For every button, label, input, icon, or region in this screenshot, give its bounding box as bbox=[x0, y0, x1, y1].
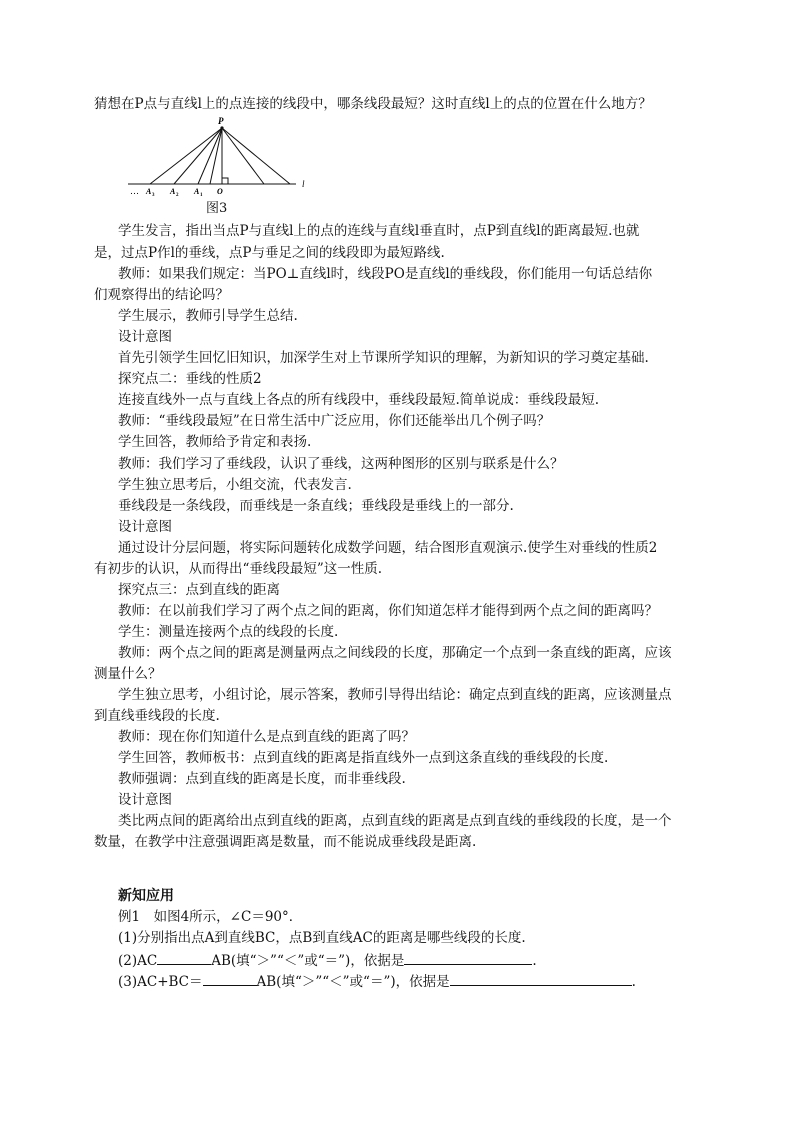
point-p bbox=[220, 126, 223, 129]
paragraph-line: 学生独立思考后，小组交流，代表发言. bbox=[118, 477, 352, 493]
segment-pa1 bbox=[198, 128, 222, 184]
label-a1-sub: 1 bbox=[200, 193, 203, 196]
label-a2-sub: 2 bbox=[176, 193, 179, 196]
paragraph-line: 测量什么？ bbox=[94, 666, 162, 682]
paragraph-line: 教师：如果我们规定：当PO⊥直线l时，线段PO是直线l的垂线段，你们能用一句话总结你 bbox=[118, 266, 653, 282]
paragraph-line: 们观察得出的结论吗？ bbox=[94, 287, 229, 303]
segment-pr2 bbox=[222, 128, 290, 184]
paragraph-line: 教师：现在你们知道什么是点到直线的距离了吗？ bbox=[118, 729, 415, 745]
label-o: O bbox=[217, 187, 223, 196]
example-line-2: (1)分别指出点A到直线BC，点B到直线AC的距离是哪些线段的长度. bbox=[118, 930, 526, 946]
paragraph-line: 教师强调：点到直线的距离是长度，而非垂线段. bbox=[118, 771, 406, 787]
paragraph-line: 教师：两个点之间的距离是测量两点之间线段的长度，那确定一个点到一条直线的距离，应该 bbox=[118, 645, 672, 661]
paragraph-line: 学生回答，教师给予肯定和表扬. bbox=[118, 434, 312, 450]
paragraph-line: 学生独立思考，小组讨论，展示答案，教师引导得出结论：确定点到直线的距离，应该测量点 bbox=[118, 687, 672, 703]
paragraph-line: 数量，在教学中注意强调距离是数量，而不能说成垂线段是距离. bbox=[94, 834, 477, 850]
example-line-1: 例1 如图4所示，∠C＝90°． bbox=[118, 909, 303, 925]
answer-blank-compare[interactable] bbox=[203, 971, 257, 986]
paragraph-line: 探究点二：垂线的性质2 bbox=[118, 371, 262, 387]
segment-pa-far-left bbox=[150, 128, 222, 184]
paragraph-line: 有初步的认识，从而得出“垂线段最短”这一性质. bbox=[94, 561, 383, 577]
paragraph-line: 设计意图 bbox=[118, 792, 172, 808]
label-a3-sub: 3 bbox=[152, 193, 155, 196]
paragraph-line: 设计意图 bbox=[118, 519, 172, 535]
example-line-3-end: . bbox=[532, 953, 537, 969]
paragraph-line: 首先引领学生回忆旧知识，加深学生对上节课所学知识的理解，为新知识的学习奠定基础. bbox=[118, 350, 649, 366]
paragraph-line: 学生回答，教师板书：点到直线的距离是指直线外一点到这条直线的垂线段的长度. bbox=[118, 750, 609, 766]
example-line-4-end: . bbox=[631, 974, 636, 990]
paragraph-line: 教师：我们学习了垂线段，认识了垂线，这两种图形的区别与联系是什么？ bbox=[118, 456, 564, 472]
example-line-3-middle: AB(填“＞”“＜”或“＝”)，依据是 bbox=[211, 953, 405, 969]
answer-blank-reason[interactable] bbox=[404, 950, 532, 965]
paragraph-line: 设计意图 bbox=[118, 329, 172, 345]
paragraph-line: 学生展示，教师引导学生总结. bbox=[118, 308, 298, 324]
answer-blank-compare[interactable] bbox=[157, 950, 211, 965]
label-a1: A bbox=[194, 187, 200, 196]
paragraph-line: 教师：在以前我们学习了两个点之间的距离，你们知道怎样才能得到两个点之间的距离吗？ bbox=[118, 603, 658, 619]
paragraph-line: 是，过点P作l的垂线，点P与垂足之间的线段即为最短路线. bbox=[94, 245, 445, 261]
example-line-4-middle: AB(填“＞”“＜”或“＝”)，依据是 bbox=[256, 974, 450, 990]
paragraph-line: 学生发言，指出当点P与直线l上的点的连线与直线l垂直时，点P到直线l的距离最短.也就 bbox=[118, 223, 640, 239]
paragraph-line: 垂线段是一条线段，而垂线是一条直线；垂线段是垂线上的一部分. bbox=[118, 498, 514, 514]
paragraph-line: 学生：测量连接两个点的线段的长度. bbox=[118, 624, 339, 640]
answer-blank-reason[interactable] bbox=[450, 971, 632, 986]
label-p: P bbox=[218, 116, 224, 126]
label-a2: A bbox=[170, 187, 176, 196]
paragraph-line: 到直线垂线段的长度. bbox=[94, 708, 220, 724]
paragraph-line: 教师：“垂线段最短”在日常生活中广泛应用，你们还能举出几个例子吗？ bbox=[118, 413, 551, 429]
intro-question: 猜想在P点与直线l上的点连接的线段中，哪条线段最短？这时直线l上的点的位置在什么地方？ bbox=[94, 96, 652, 112]
segment-pa2 bbox=[174, 128, 222, 184]
paragraph-line: 连接直线外一点与直线上各点的所有线段中，垂线段最短.简单说成：垂线段最短. bbox=[118, 392, 600, 408]
segment-pr1 bbox=[222, 128, 264, 184]
paragraph-line: 探究点三：点到直线的距离 bbox=[118, 582, 280, 598]
figure-caption: 图3 bbox=[206, 201, 228, 216]
paragraph-line: 类比两点间的距离给出点到直线的距离，点到直线的距离是点到直线的垂线段的长度，是一个 bbox=[118, 813, 672, 829]
example-line-4-prefix: (3)AC+BC＝ bbox=[118, 974, 203, 990]
figure-3-diagram bbox=[124, 116, 314, 196]
example-line-4 bbox=[118, 971, 636, 992]
label-l: l bbox=[302, 179, 305, 189]
label-dots: … bbox=[130, 186, 139, 196]
right-angle-mark bbox=[222, 178, 228, 184]
label-a3: A bbox=[146, 187, 152, 196]
paragraph-line: 通过设计分层问题，将实际问题转化成数学问题，结合图形直观演示.使学生对垂线的性质2 bbox=[118, 540, 658, 556]
example-line-3 bbox=[118, 950, 537, 971]
example-line-3-prefix: (2)AC bbox=[118, 953, 158, 969]
section-title: 新知应用 bbox=[118, 888, 174, 904]
